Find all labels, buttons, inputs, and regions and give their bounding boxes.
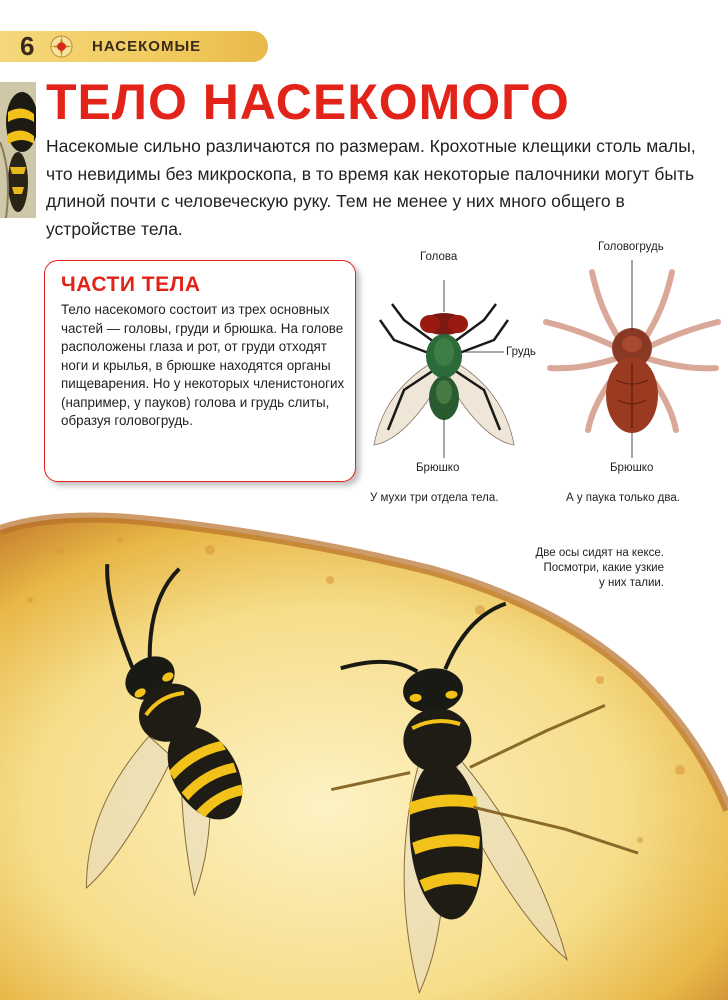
wasp-thumbnail-image <box>0 82 36 218</box>
body-parts-info-box <box>44 260 356 482</box>
photo-caption-line2: Посмотри, какие узкие <box>543 562 664 574</box>
fly-abdomen-label: Брюшко <box>416 462 460 474</box>
spider-cephalothorax-label: Головогрудь <box>598 241 664 253</box>
fly-thorax-label: Грудь <box>506 346 536 358</box>
fly-caption: У мухи три отдела тела. <box>370 492 499 504</box>
info-box-text: Тело насекомого состоит из трех основных частей — головы, груди и брюшка. На голове расположены глаза и рот, от груди отходят ноги и крылья, в брюшке находятся органы пищеварения. Но у некоторых членистоногих (например, у пауков) голова и грудь слиты, образуя головогрудь. <box>61 302 345 428</box>
spider-illustration <box>540 260 725 460</box>
info-box-title: ЧАСТИ ТЕЛА <box>61 273 201 296</box>
compass-badge-icon <box>50 35 73 58</box>
fly-head-label: Голова <box>420 251 458 263</box>
section-title: НАСЕКОМЫЕ <box>92 38 202 55</box>
page-title: ТЕЛО НАСЕКОМОГО <box>46 74 570 130</box>
photo-caption-line1: Две осы сидят на кексе. <box>535 547 664 559</box>
intro-paragraph: Насекомые сильно различаются по размерам. Крохотные клещики столь малы, что невидимы без микроскопа, в то время как некоторые палочники могут быть длиной почти с человеческую руку. Тем не менее у них много общего в устройстве тела. <box>46 136 696 239</box>
spider-abdomen-label: Брюшко <box>610 462 654 474</box>
fly-illustration <box>364 280 524 460</box>
spider-caption: А у паука только два. <box>566 492 680 504</box>
photo-caption-line3: у них талии. <box>599 577 664 589</box>
photo-caption <box>535 546 664 591</box>
page-number: 6 <box>20 31 35 61</box>
